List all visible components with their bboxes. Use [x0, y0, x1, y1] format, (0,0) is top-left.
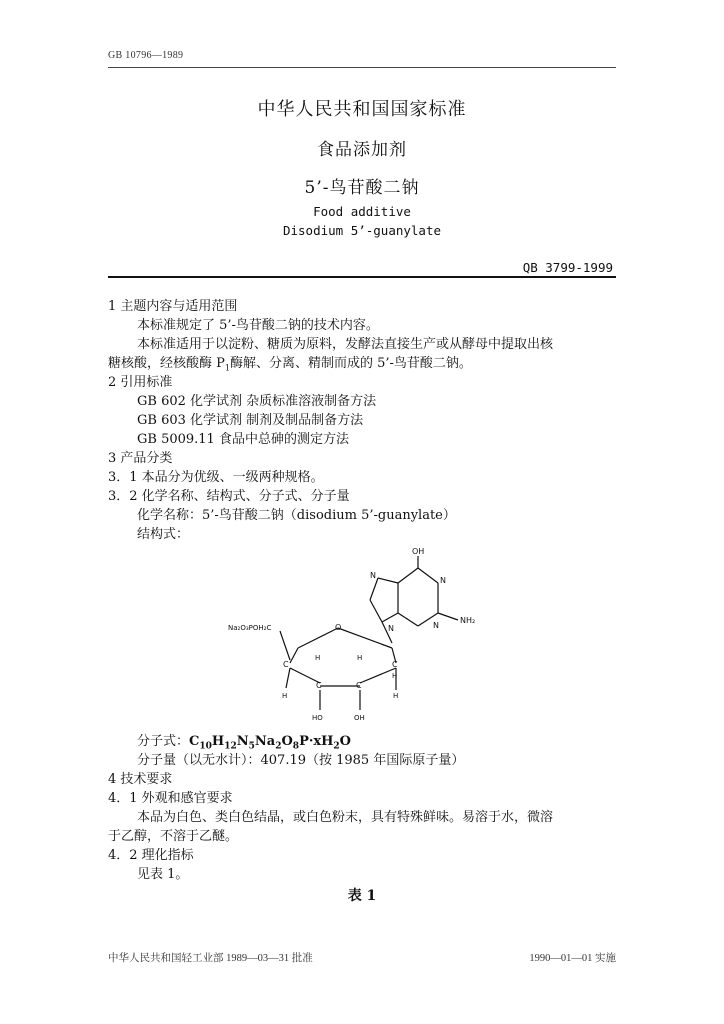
section-4-1-para-line-1: 本品为白色、类白色结晶，或白色粉末，具有特殊鲜味。易溶于水，微溶 [137, 810, 554, 825]
section-1-para-1: 本标准规定了 5’-鸟苷酸二钠的技术内容。 [137, 318, 379, 333]
struct-h2: H [357, 654, 363, 662]
section-3-1: 3．1 本品分为优级、一级两种规格。 [108, 470, 324, 485]
struct-h5: H [392, 672, 398, 680]
struct-n-bottom: N [388, 624, 394, 633]
structural-formula [220, 538, 510, 728]
section-1-para-2-line-1: 本标准适用于以淀粉、糖质为原料，发酵法直接生产或从酵母中提取出核 [137, 337, 554, 352]
reference-1: GB 602 化学试剂 杂质标准溶液制备方法 [137, 394, 377, 409]
struct-oh-top: OH [412, 547, 425, 556]
struct-ho: HO [312, 714, 323, 722]
see-table: 见表 1。 [137, 867, 189, 882]
section-4-1-para-line-2: 于乙醇，不溶于乙醚。 [108, 829, 239, 844]
section-4-2: 4．2 理化指标 [108, 848, 194, 863]
struct-n-right-bottom: N [433, 621, 439, 630]
section-2-heading: 2 引用标准 [108, 375, 173, 390]
document-code: GB 10796—1989 [108, 50, 184, 61]
footer-approval: 中华人民共和国轻工业部 1989—03—31 批准 [108, 953, 313, 964]
footer-effective-date: 1990—01—01 实施 [529, 953, 616, 964]
struct-substituent: Na₂O₃POH₂C [228, 624, 272, 632]
struct-h1: H [315, 654, 321, 662]
struct-c1: C [283, 660, 289, 669]
section-4-1: 4．1 外观和感官要求 [108, 791, 233, 806]
main-title: 中华人民共和国国家标准 [257, 99, 467, 120]
struct-h4: H [393, 692, 399, 700]
para-2-part-a: 糖核酸，经核酸酶 P [108, 356, 225, 371]
section-3-2: 3．2 化学名称、结构式、分子式、分子量 [108, 489, 350, 504]
struct-oh-bottom: OH [354, 714, 365, 722]
reference-2: GB 603 化学试剂 制剂及制品制备方法 [137, 413, 364, 428]
section-3-heading: 3 产品分类 [108, 451, 173, 466]
molecular-weight: 分子量（以无水计）：407.19（按 1985 年国际原子量） [137, 753, 465, 768]
para-2-subscript: 1 [224, 363, 230, 373]
struct-n-left: N [370, 571, 376, 580]
struct-n-right-top: N [440, 576, 446, 585]
molecular-formula-value: $C_{10}H_{12}N_5Na_2O_8P\cdot xH_2O$ [189, 734, 351, 752]
molecular-formula-label: 分子式： [137, 734, 190, 749]
struct-c4: C [356, 681, 362, 690]
struct-c2: C [392, 660, 398, 669]
sub-title: 食品添加剂 [317, 140, 407, 160]
para-2-part-c: 酶解、分离、精制而成的 5’-鸟苷酸二钠。 [229, 356, 472, 371]
english-title-line2: Disodium 5’-guanylate [282, 223, 442, 238]
section-1-heading: 1 主题内容与适用范围 [108, 299, 238, 314]
standard-number: QB 3799-1999 [522, 260, 613, 275]
struct-nh2: NH₂ [460, 616, 476, 625]
title-rule [108, 276, 616, 278]
struct-o-ring: O [335, 623, 342, 632]
reference-3: GB 5009.11 食品中总砷的测定方法 [137, 432, 349, 447]
english-title-line1: Food additive [313, 204, 411, 219]
struct-c3: C [316, 681, 322, 690]
product-title: 5’-鸟苷酸二钠 [304, 178, 420, 198]
structure-label: 结构式： [137, 527, 190, 542]
table-caption: 表 1 [347, 888, 377, 904]
section-4-heading: 4 技术要求 [108, 772, 173, 787]
header-rule [108, 67, 616, 68]
struct-h3: H [282, 692, 288, 700]
chemical-name: 化学名称：5’-鸟苷酸二钠（disodium 5’-guanylate） [137, 508, 456, 523]
